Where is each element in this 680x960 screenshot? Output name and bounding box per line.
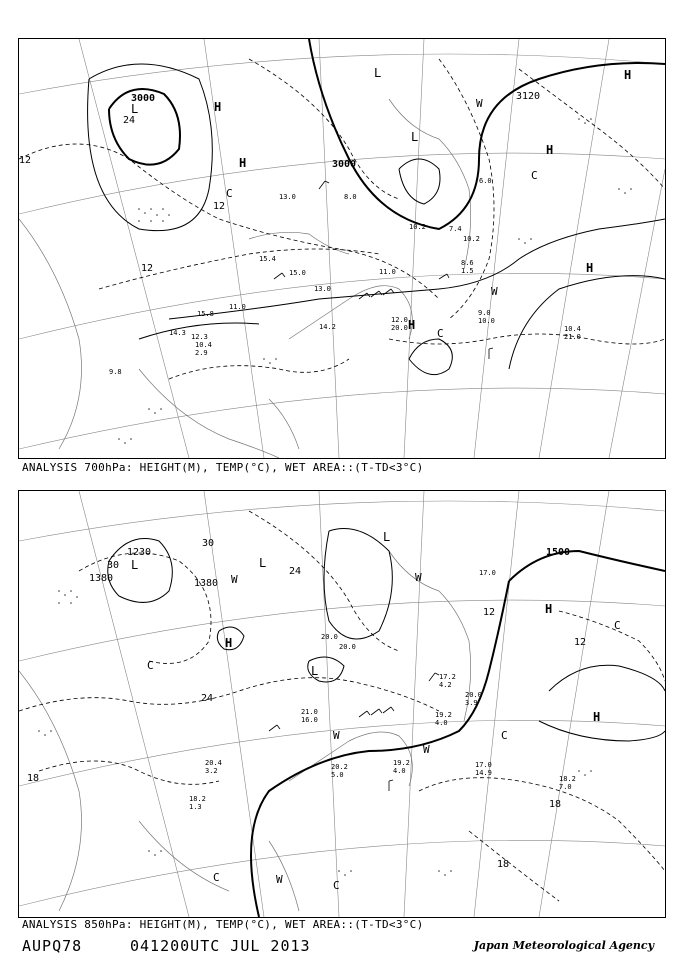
temp-label: 18 [497,859,510,870]
svg-text:20.0: 20.0 [339,643,356,651]
height-label: 3120 [516,91,541,102]
bulletin-code: AUPQ78 [22,937,83,955]
svg-text:8.0: 8.0 [344,193,357,201]
high-center: H [239,156,247,170]
high-center: H [545,602,553,616]
coastlines [19,551,471,911]
analysis-time: 041200UTC JUL 2013 [130,937,311,955]
high-center: H [214,100,222,114]
svg-text:3.9: 3.9 [465,699,478,707]
svg-text:12.0: 12.0 [391,316,408,324]
svg-text:14.9: 14.9 [475,769,492,777]
wind-barbs-850 [269,673,439,791]
low-center: L [383,530,391,544]
svg-text:19.2: 19.2 [393,759,410,767]
svg-text:2.9: 2.9 [195,349,208,357]
temp-label: 12 [574,637,587,648]
low-center: L [259,556,267,570]
svg-text:10.0: 10.0 [478,317,495,325]
high-center: H [593,710,601,724]
high-center: H [586,261,594,275]
height-label: 3000 [131,93,156,104]
temp-label: 24 [123,115,136,126]
temp-labels-850 [27,538,586,870]
svg-text:10.4: 10.4 [195,341,212,349]
svg-text:12.3: 12.3 [191,333,208,341]
temp-label: 30 [107,560,120,571]
warm-center: W [415,571,422,584]
low-center: L [131,558,139,572]
high-center: H [225,636,233,650]
svg-text:14.3: 14.3 [169,329,186,337]
svg-text:13.0: 13.0 [279,193,296,201]
warm-center: W [333,729,340,742]
warm-center: W [276,873,283,886]
cold-center: C [531,169,538,182]
caption-700hpa: ANALYSIS 700hPa: HEIGHT(M), TEMP(°C), WET AREA::(T-TD<3°C) [22,461,424,474]
svg-text:20.0: 20.0 [465,691,482,699]
svg-text:8.6: 8.6 [461,259,474,267]
svg-text:21.0: 21.0 [301,708,318,716]
station-plots-850 [189,569,576,811]
cold-center: C [333,879,340,892]
svg-text:6.0: 6.0 [479,177,492,185]
svg-text:4.0: 4.0 [435,719,448,727]
svg-text:18.2: 18.2 [189,795,206,803]
svg-text:15.8: 15.8 [197,310,214,318]
svg-text:20.2: 20.2 [331,763,348,771]
height-labels-850 [89,547,570,589]
map-850hpa [19,491,665,917]
height-label: 3000 [332,159,357,170]
svg-text:11.0: 11.0 [229,303,246,311]
svg-text:16.0: 16.0 [301,716,318,724]
svg-text:15.4: 15.4 [259,255,276,263]
warm-center: W [231,573,238,586]
svg-text:9.0: 9.0 [478,309,491,317]
map-700hpa [19,39,665,458]
height-contours-850 [108,529,665,918]
low-center: L [131,102,139,116]
cold-center: C [437,327,444,340]
wet-area-dots [38,590,592,876]
caption-850hpa: ANALYSIS 850hPa: HEIGHT(M), TEMP(°C), WET AREA::(T-TD<3°C) [22,918,424,931]
svg-text:10.2: 10.2 [409,223,426,231]
cold-center: C [614,619,621,632]
height-label: 1230 [127,547,152,558]
temp-label: 18 [27,773,40,784]
agency-name: Japan Meteorological Agency [473,939,654,952]
svg-text:19.2: 19.2 [435,711,452,719]
high-center: H [546,143,554,157]
svg-text:4.2: 4.2 [439,681,452,689]
temp-label: 30 [202,538,215,549]
svg-text:17.0: 17.0 [479,569,496,577]
svg-text:20.0: 20.0 [321,633,338,641]
svg-text:13.0: 13.0 [314,285,331,293]
station-plots-700 [109,177,581,376]
temp-label: 12 [141,263,154,274]
cold-center: C [226,187,233,200]
svg-text:10.4: 10.4 [564,325,581,333]
temp-label: 12 [19,155,32,166]
wet-area-dots [118,118,632,444]
warm-center: W [476,97,483,110]
chart-700hpa [18,38,666,459]
svg-text:1.5: 1.5 [461,267,474,275]
svg-text:7.4: 7.4 [449,225,462,233]
svg-text:20.4: 20.4 [205,759,222,767]
svg-text:1.3: 1.3 [189,803,202,811]
coastlines [19,99,471,458]
temp-label: 24 [289,566,302,577]
cold-center: C [501,729,508,742]
svg-text:17.0: 17.0 [475,761,492,769]
temp-label: 12 [483,607,496,618]
warm-center: W [491,285,498,298]
svg-text:15.0: 15.0 [289,269,306,277]
svg-text:20.0: 20.0 [391,324,408,332]
chart-850hpa [18,490,666,918]
height-label: 1380 [194,578,219,589]
svg-text:4.0: 4.0 [393,767,406,775]
temp-label: 12 [213,201,226,212]
low-center: L [374,66,382,80]
height-label: 1380 [89,573,114,584]
cold-center: C [147,659,154,672]
svg-text:21.0: 21.0 [564,333,581,341]
low-center: L [311,664,319,678]
svg-text:5.0: 5.0 [331,771,344,779]
high-center: H [624,68,632,82]
svg-text:3.2: 3.2 [205,767,218,775]
temp-label: 18 [549,799,562,810]
svg-text:17.2: 17.2 [439,673,456,681]
height-label: 1500 [546,547,571,558]
svg-text:11.0: 11.0 [379,268,396,276]
svg-text:7.0: 7.0 [559,783,572,791]
warm-center: W [423,743,430,756]
svg-text:9.8: 9.8 [109,368,122,376]
temp-label: 24 [201,693,214,704]
low-center: L [411,130,419,144]
svg-text:10.2: 10.2 [463,235,480,243]
high-center: H [408,318,416,332]
svg-text:14.2: 14.2 [319,323,336,331]
cold-center: C [213,871,220,884]
svg-text:18.2: 18.2 [559,775,576,783]
temp-labels-700 [19,115,225,274]
